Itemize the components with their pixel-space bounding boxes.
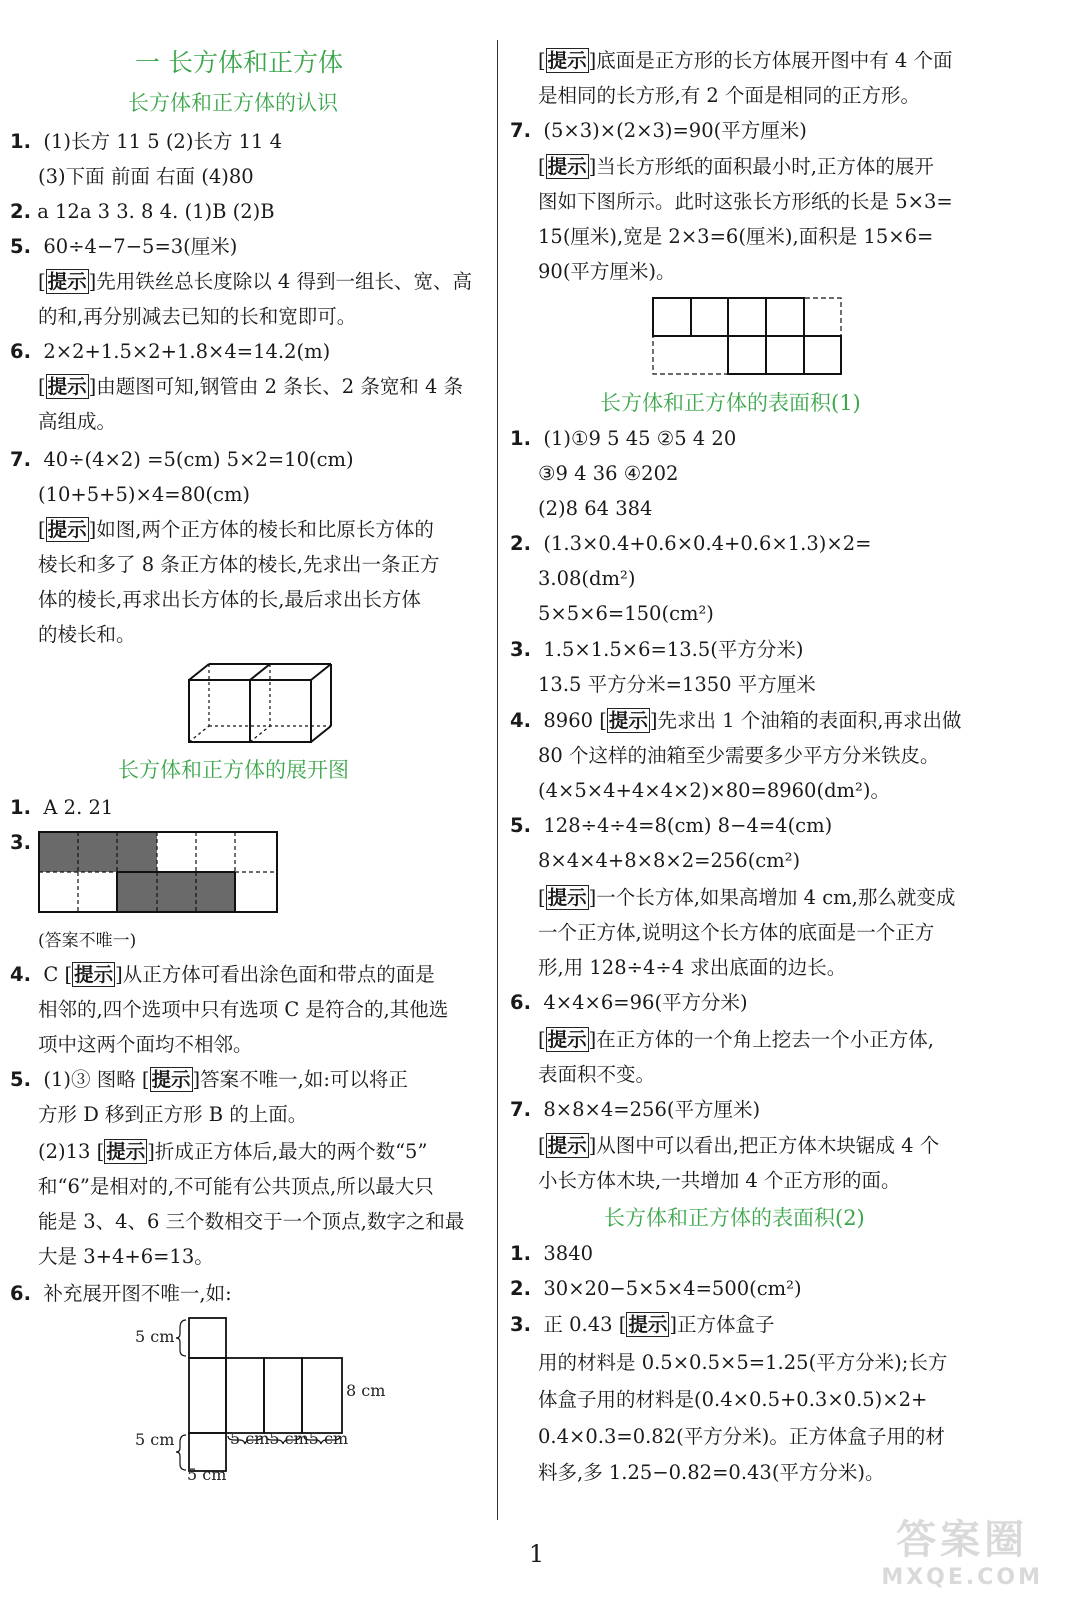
answer-line: (2)8 64 384 <box>538 497 653 520</box>
hint-label: 提示 <box>151 1068 191 1091</box>
answer-text: 4×4×6=96(平方分米) <box>543 991 748 1014</box>
hint-text: 正方体盒子 <box>676 1313 775 1336</box>
question-number: 6. <box>510 991 531 1014</box>
hint-text: 答案不唯一,如:可以将正 <box>200 1068 408 1091</box>
answer-line: 的棱长和。 <box>38 623 136 646</box>
answer-line: (2)13 [ 提示 ]折成正方体后,最大的两个数“5” <box>38 1140 428 1163</box>
hint-line: [ 提示 ]由题图可知,钢管由 2 条长、2 条宽和 4 条 <box>38 375 464 398</box>
answer-line: 小长方体木块,一共增加 4 个正方形的面。 <box>538 1169 901 1192</box>
hint-text: 一个长方体,如果高增加 4 cm,那么就变成 <box>596 886 956 909</box>
answer-line: 项中这两个面均不相邻。 <box>38 1033 253 1056</box>
answer-line <box>10 447 354 473</box>
hint-line: [ 提示 ]先用铁丝总长度除以 4 得到一组长、宽、高 <box>38 270 473 293</box>
hint-label: 提示 <box>547 1028 587 1051</box>
paper-net-figure <box>651 296 843 376</box>
hint-line: [ 提示 ]一个长方体,如果高增加 4 cm,那么就变成 <box>538 886 956 909</box>
hint-label: 提示 <box>547 155 587 178</box>
answer-text: (1)①9 5 45 ②5 4 20 <box>543 427 737 450</box>
hint-line: [ 提示 ]从图中可以看出,把正方体木块锯成 4 个 <box>538 1134 940 1157</box>
answer-line: 15(厘米),宽是 2×3=6(厘米),面积是 15×6= <box>538 225 934 248</box>
answer-line: 相邻的,四个选项中只有选项 C 是符合的,其他选 <box>38 998 449 1021</box>
watermark-top: 答案圈 <box>896 1517 1029 1563</box>
answer-line <box>10 1281 232 1307</box>
answer-text: 正 0.43 <box>543 1313 619 1336</box>
answer-line: 80 个这样的油箱至少需要多少平方分米铁皮。 <box>538 744 940 767</box>
answer-text: (1)③ 图略 <box>43 1068 142 1091</box>
answer-line: 表面积不变。 <box>538 1063 656 1086</box>
answer-line <box>10 339 330 365</box>
answer-line: 90(平方厘米)。 <box>538 260 676 283</box>
question-number: 4. <box>10 963 31 986</box>
question-number: 3. <box>10 831 31 854</box>
question-number: 6. <box>10 1282 31 1305</box>
answer-line: 用的材料是 0.5×0.5×5=1.25(平方分米);长方 <box>538 1351 948 1374</box>
answer-line: 形,用 128÷4÷4 求出底面的边长。 <box>538 956 847 979</box>
hint-text: 先求出 1 个油箱的表面积,再求出做 <box>657 709 962 732</box>
hint-label: 提示 <box>74 963 114 986</box>
question-number: 1. <box>510 1242 531 1265</box>
answer-text: 40÷(4×2) =5(cm) 5×2=10(cm) <box>43 448 354 471</box>
hint-text: 在正方体的一个角上挖去一个小正方体, <box>596 1028 934 1051</box>
answer-line <box>510 813 832 839</box>
question-number: 6. <box>10 340 31 363</box>
question-number: 5. <box>510 814 531 837</box>
answer-line: 方形 D 移到正方形 B 的上面。 <box>38 1103 308 1126</box>
answer-line: 的和,再分别减去已知的长和宽即可。 <box>38 305 357 328</box>
answer-text: 3840 <box>543 1242 594 1265</box>
dimension-label: 8 cm <box>346 1381 386 1400</box>
answer-line <box>510 637 803 663</box>
answer-line <box>10 234 237 260</box>
answer-line: 4. 8960 [ 提示 ]先求出 1 个油箱的表面积,再求出做 <box>510 709 962 732</box>
hint-line: [ 提示 ]底面是正方形的长方体展开图中有 4 个面 <box>538 49 953 72</box>
hint-label: 提示 <box>547 886 587 909</box>
answer-text: 补充展开图不唯一,如: <box>43 1282 232 1305</box>
section-title-net: 长方体和正方体的展开图 <box>118 758 349 782</box>
hint-label: 提示 <box>106 1140 146 1163</box>
dimension-label: 5 cm <box>187 1465 227 1484</box>
page-number: 1 <box>528 1540 545 1568</box>
hint-text: 从图中可以看出,把正方体木块锯成 4 个 <box>596 1134 940 1157</box>
answer-line: 图如下图所示。此时这张长方形纸的长是 5×3= <box>538 190 953 213</box>
answer-line: 一个正方体,说明这个长方体的底面是一个正方 <box>538 921 935 944</box>
hint-text: 从正方体可看出涂色面和带点的面是 <box>122 963 435 986</box>
answer-text: 30×20−5×5×4=500(cm²) <box>543 1277 802 1300</box>
section-title-surface-2: 长方体和正方体的表面积(2) <box>604 1206 865 1230</box>
answer-line: 3.08(dm²) <box>538 567 636 590</box>
hint-text: 先用铁丝总长度除以 4 得到一组长、宽、高 <box>96 270 473 293</box>
answer-line: (3)下面 前面 右面 (4)80 <box>38 165 254 188</box>
hint-label: 提示 <box>547 49 587 72</box>
answer-line <box>10 129 282 155</box>
hint-label: 提示 <box>608 709 648 732</box>
answer-text: (1.3×0.4+0.6×0.4+0.6×1.3)×2= <box>543 532 872 555</box>
answer-text: 2×2+1.5×2+1.8×4=14.2(m) <box>43 340 331 363</box>
chapter-title: 一 长方体和正方体 <box>135 48 343 77</box>
answer-line: 8×4×4+8×8×2=256(cm²) <box>538 849 801 872</box>
cuboid-net-figure <box>130 1314 400 1486</box>
question-number: 7. <box>10 448 31 471</box>
dimension-label: 5 cm <box>135 1327 175 1346</box>
dimension-label: 5 cm <box>135 1430 175 1449</box>
answer-text: (5×3)×(2×3)=90(平方厘米) <box>543 119 807 142</box>
answer-line <box>510 990 748 1016</box>
hint-text: 如图,两个正方体的棱长和比原长方体的 <box>96 518 434 541</box>
answer-line: (4×5×4+4×4×2)×80=8960(dm²)。 <box>538 779 890 802</box>
section-title-surface-1: 长方体和正方体的表面积(1) <box>600 391 861 415</box>
hint-label: 提示 <box>47 375 87 398</box>
answer-line <box>10 795 113 821</box>
answer-line: 3. 正 0.43 [ 提示 ]正方体盒子 <box>510 1313 775 1336</box>
answer-line: 是相同的长方形,有 2 个面是相同的正方形。 <box>538 84 921 107</box>
question-number: 3. <box>510 1313 531 1336</box>
question-number: 7. <box>510 119 531 142</box>
note-line: (答案不唯一) <box>38 931 137 951</box>
answer-text: 8×8×4=256(平方厘米) <box>543 1098 761 1121</box>
column-divider <box>497 40 498 1520</box>
question-number: 4. <box>510 709 531 732</box>
answer-line: 大是 3+4+6=13。 <box>38 1245 214 1268</box>
hint-text: 折成正方体后,最大的两个数“5” <box>154 1140 428 1163</box>
answer-text: a 12a 3 3. 8 4. (1)B (2)B <box>37 200 275 223</box>
hint-text: 由题图可知,钢管由 2 条长、2 条宽和 4 条 <box>96 375 464 398</box>
question-number: 5. <box>10 1068 31 1091</box>
answer-text: 60÷4−7−5=3(厘米) <box>43 235 238 258</box>
answer-line: 棱长和多了 8 条正方体的棱长,先求出一条正方 <box>38 553 440 576</box>
hint-line: [ 提示 ]如图,两个正方体的棱长和比原长方体的 <box>38 518 434 541</box>
hint-text: 当长方形纸的面积最小时,正方体的展开 <box>596 155 934 178</box>
question-number: 5. <box>10 235 31 258</box>
answer-line: 体的棱长,再求出长方体的长,最后求出长方体 <box>38 588 421 611</box>
answer-line: 0.4×0.3=0.82(平方分米)。正方体盒子用的材 <box>538 1425 945 1448</box>
answer-line <box>10 830 31 856</box>
dimension-label: 5 cm5 cm5 cm <box>230 1429 349 1448</box>
cube-net-grid-figure <box>37 830 279 914</box>
question-number: 3. <box>510 638 531 661</box>
answer-text: C <box>43 963 65 986</box>
answer-line: 4. C [ 提示 ]从正方体可看出涂色面和带点的面是 <box>10 963 435 986</box>
hint-label: 提示 <box>547 1134 587 1157</box>
question-number: 1. <box>10 130 31 153</box>
question-number: 2. <box>10 200 31 223</box>
hint-label: 提示 <box>628 1313 668 1336</box>
question-number: 1. <box>10 796 31 819</box>
answer-line: (10+5+5)×4=80(cm) <box>38 483 251 506</box>
two-cubes-figure <box>185 658 335 746</box>
hint-label: 提示 <box>47 518 87 541</box>
answer-line <box>510 531 871 557</box>
question-number: 1. <box>510 427 531 450</box>
answer-text: (2)13 <box>38 1140 97 1163</box>
section-title-recognition: 长方体和正方体的认识 <box>128 91 338 115</box>
answer-text: 128÷4÷4=8(cm) 8−4=4(cm) <box>543 814 833 837</box>
hint-line: [ 提示 ]在正方体的一个角上挖去一个小正方体, <box>538 1028 934 1051</box>
hint-label: 提示 <box>47 270 87 293</box>
answer-line <box>510 1097 760 1123</box>
answer-line: 能是 3、4、6 三个数相交于一个顶点,数字之和最 <box>38 1210 465 1233</box>
answer-text: A 2. 21 <box>43 796 114 819</box>
answer-text: (1)长方 11 5 (2)长方 11 4 <box>43 130 283 153</box>
question-number: 2. <box>510 1277 531 1300</box>
answer-line <box>510 426 736 452</box>
answer-line: ③9 4 36 ④202 <box>538 462 679 485</box>
question-number: 7. <box>510 1098 531 1121</box>
answer-line: 13.5 平方分米=1350 平方厘米 <box>538 673 816 696</box>
hint-line: [ 提示 ]当长方形纸的面积最小时,正方体的展开 <box>538 155 934 178</box>
answer-line: 料多,多 1.25−0.82=0.43(平方分米)。 <box>538 1461 885 1484</box>
question-number: 2. <box>510 532 531 555</box>
answer-line <box>510 118 807 144</box>
answer-line: 高组成。 <box>38 410 117 433</box>
answer-line <box>510 1241 593 1267</box>
answer-line <box>510 1276 802 1302</box>
answer-line <box>10 199 275 225</box>
watermark <box>881 1508 1043 1590</box>
answer-line: 5×5×6=150(cm²) <box>538 602 714 625</box>
watermark-bottom: MXQE.COM <box>881 1565 1043 1590</box>
answer-line: 体盒子用的材料是(0.4×0.5+0.3×0.5)×2+ <box>538 1388 928 1411</box>
answer-line: 和“6”是相对的,不可能有公共顶点,所以最大只 <box>38 1175 434 1198</box>
answer-line: 5. (1)③ 图略 [ 提示 ]答案不唯一,如:可以将正 <box>10 1068 408 1091</box>
answer-text: 8960 <box>543 709 600 732</box>
hint-text: 底面是正方形的长方体展开图中有 4 个面 <box>596 49 953 72</box>
answer-text: 1.5×1.5×6=13.5(平方分米) <box>543 638 804 661</box>
